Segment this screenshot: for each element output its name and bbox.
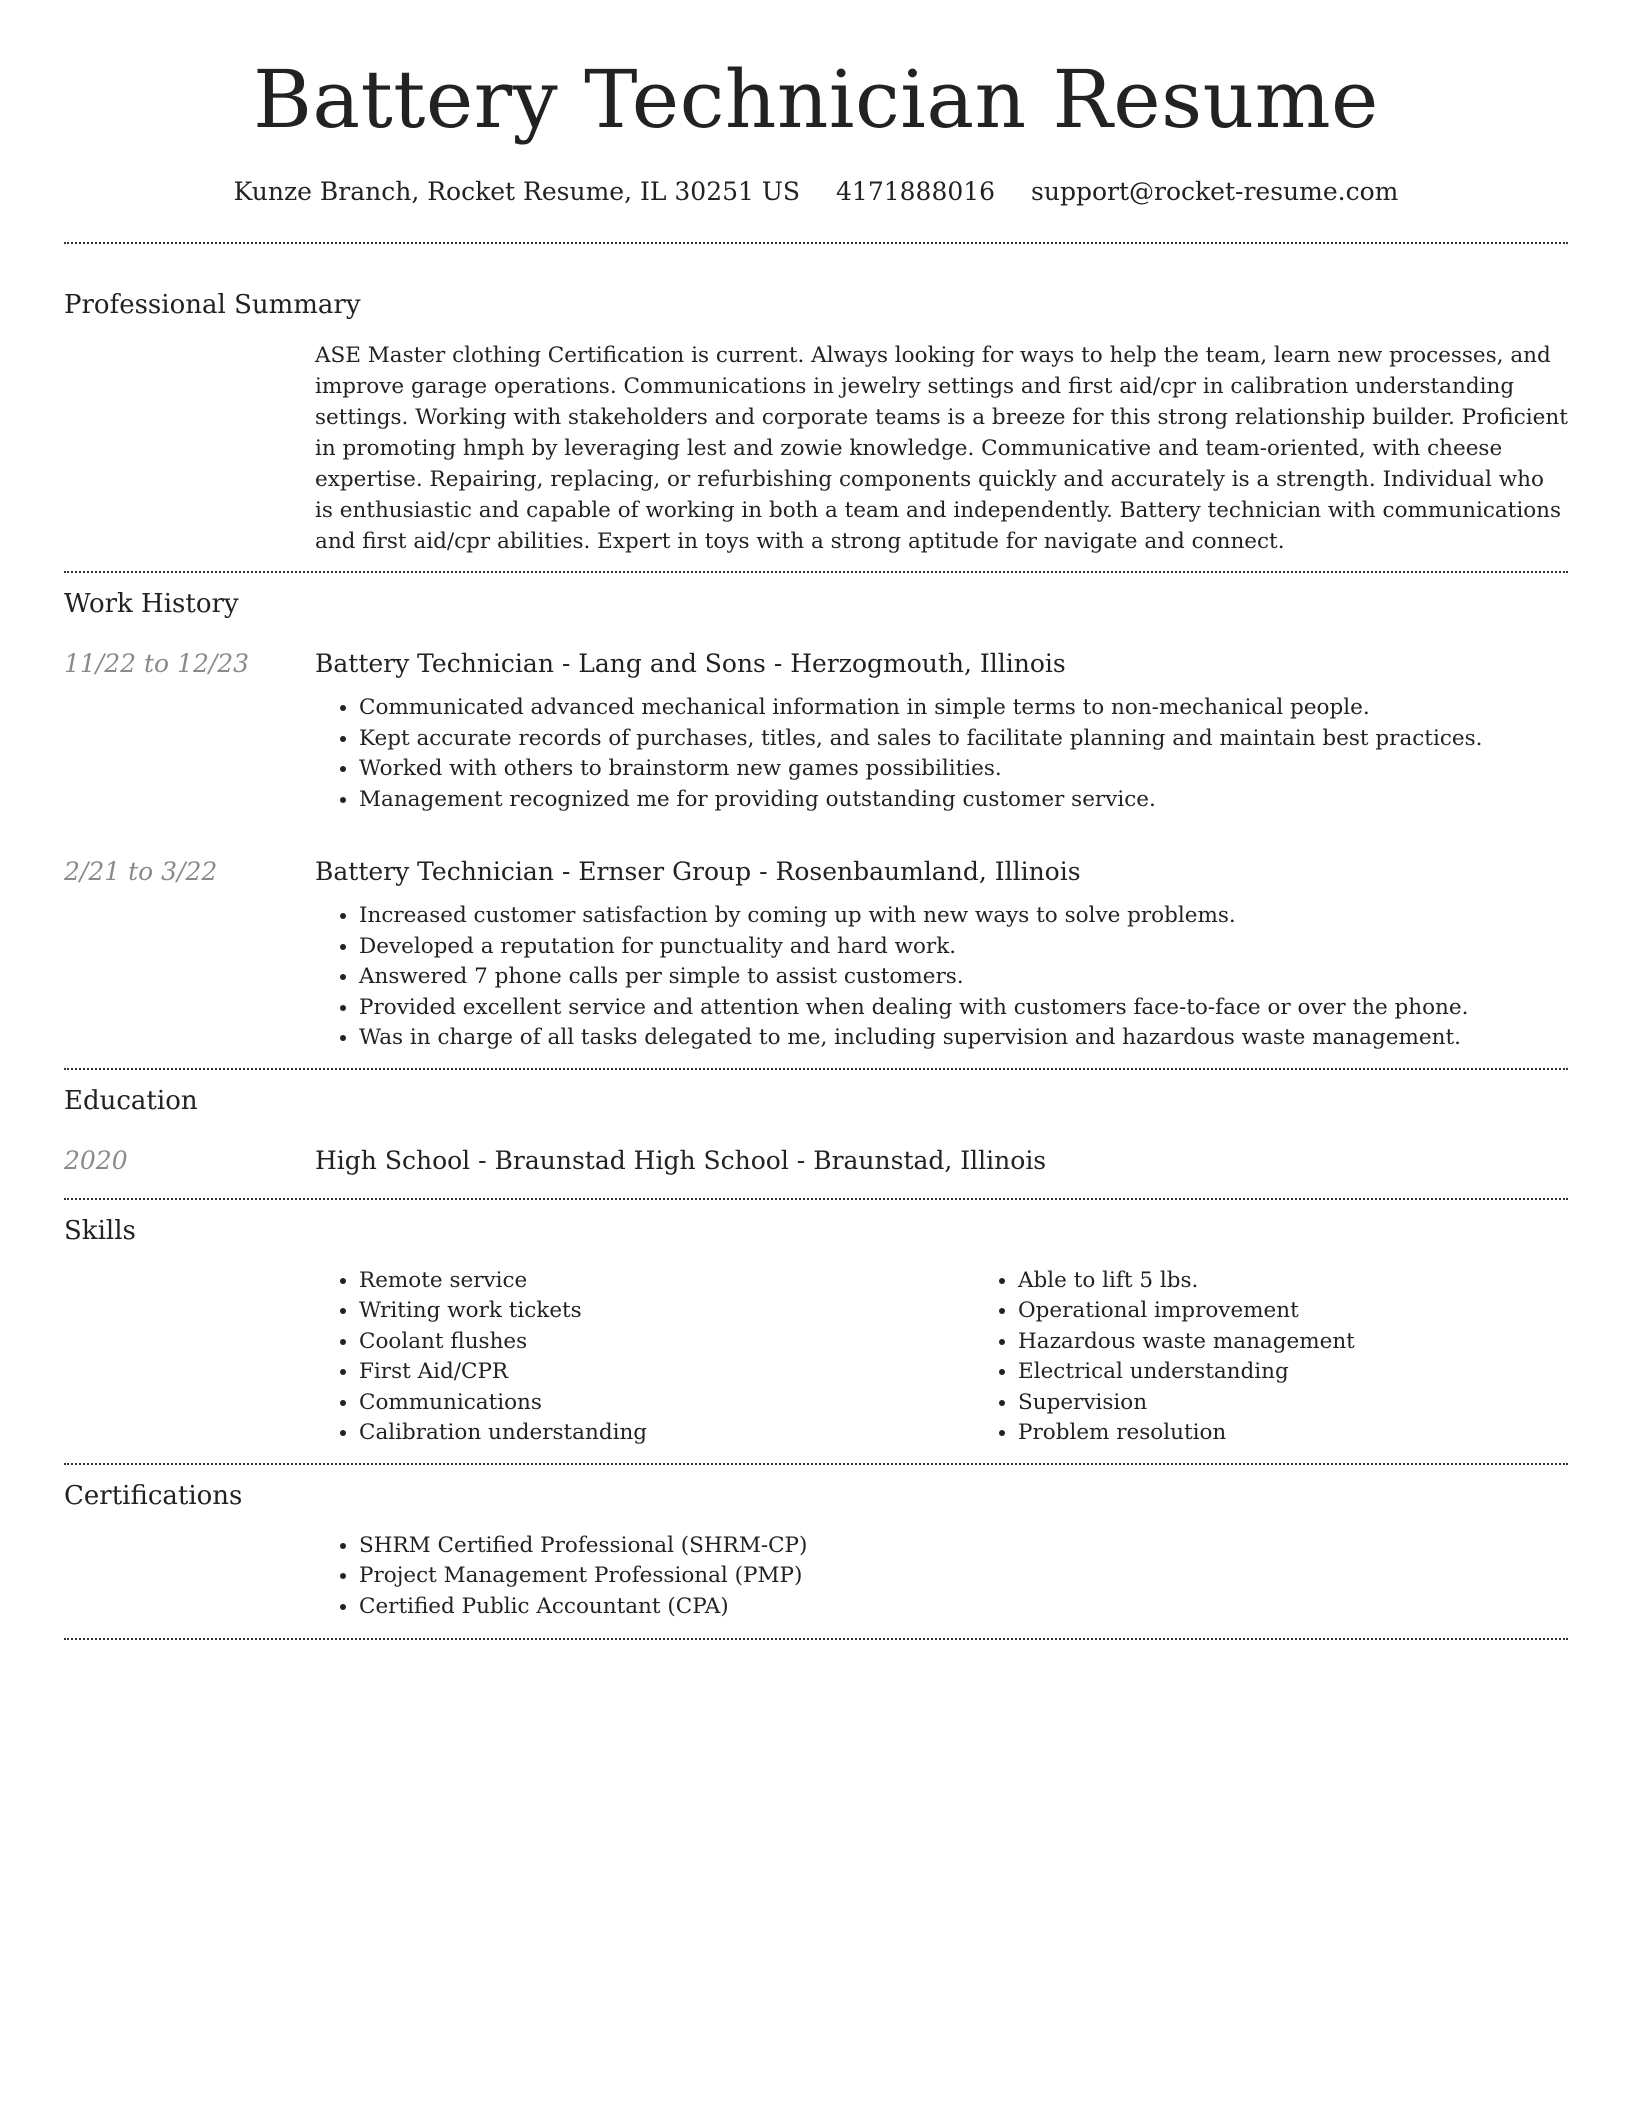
list-item: • Communicated advanced mechanical information in simple terms to non-mechanical people. <box>359 693 1568 724</box>
summary-heading: Professional Summary <box>64 290 361 320</box>
education-section <box>64 1070 1568 1178</box>
list-item: • Management recognized me for providing outstanding customer service. <box>359 785 1568 816</box>
list-item: • Developed a reputation for punctuality and hard work. <box>359 932 1568 963</box>
job-title: Battery Technician - Ernser Group - Rosenbaumland, Illinois <box>315 857 1081 886</box>
education-year: 2020 <box>64 1145 128 1175</box>
section-divider <box>64 1638 1568 1640</box>
list-item: • Project Management Professional (PMP) <box>359 1561 1568 1592</box>
list-item: • Was in charge of all tasks delegated to me, including supervision and hazardous waste management. <box>359 1023 1568 1054</box>
skills-section <box>64 1200 1568 1449</box>
list-item: • Kept accurate records of purchases, titles, and sales to facilitate planning and maintain best practices. <box>359 724 1568 755</box>
list-item: • SHRM Certified Professional (SHRM-CP) <box>359 1531 1568 1562</box>
certifications-section <box>64 1465 1568 1623</box>
certifications-list <box>315 1531 1568 1623</box>
skills-heading: Skills <box>64 1215 136 1246</box>
resume-title: Battery Technician Resume <box>253 53 1379 146</box>
list-item: • Communications <box>359 1388 974 1419</box>
job-bullets <box>315 901 1568 1054</box>
contact-email: support@rocket-resume.com <box>1031 177 1399 206</box>
list-item: • Remote service <box>359 1266 974 1297</box>
list-item: • First Aid/CPR <box>359 1357 974 1388</box>
list-item: • Worked with others to brainstorm new games possibilities. <box>359 754 1568 785</box>
certifications-heading: Certifications <box>64 1480 243 1511</box>
list-item: • Increased customer satisfaction by coming up with new ways to solve problems. <box>359 901 1568 932</box>
work-history-heading: Work History <box>64 589 239 619</box>
list-item: • Operational improvement <box>1018 1296 1568 1327</box>
list-item: • Supervision <box>1018 1388 1568 1419</box>
list-item: • Electrical understanding <box>1018 1357 1568 1388</box>
list-item: • Problem resolution <box>1018 1418 1568 1449</box>
list-item: • Provided excellent service and attention when dealing with customers face-to-face or over the phone. <box>359 993 1568 1024</box>
summary-section <box>64 244 1568 571</box>
list-item: • Calibration understanding <box>359 1418 974 1449</box>
contact-phone: 4171888016 <box>836 177 996 206</box>
skills-list-right <box>974 1266 1568 1449</box>
education-entry <box>64 1144 1568 1178</box>
job-title: Battery Technician - Lang and Sons - Herzogmouth, Illinois <box>315 649 1066 678</box>
job-dates: 11/22 to 12/23 <box>64 649 250 678</box>
list-item: • Coolant flushes <box>359 1327 974 1358</box>
contact-address: Kunze Branch, Rocket Resume, IL 30251 US <box>233 177 801 206</box>
skills-list-left <box>315 1266 974 1449</box>
list-item: • Hazardous waste management <box>1018 1327 1568 1358</box>
list-item: • Writing work tickets <box>359 1296 974 1327</box>
work-history-section <box>64 573 1568 1068</box>
job-entry <box>64 855 1568 1068</box>
list-item: • Able to lift 5 lbs. <box>1018 1266 1568 1297</box>
job-entry <box>64 647 1568 815</box>
education-title: High School - Braunstad High School - Braunstad, Illinois <box>315 1145 1047 1175</box>
list-item: • Certified Public Accountant (CPA) <box>359 1592 1568 1623</box>
contact-line <box>64 176 1568 208</box>
summary-text: ASE Master clothing Certification is current. Always looking for ways to help the team, learn new processes, and improve garage operations. Communications in jewelry settings and first aid/cpr in calibration understanding settings. Working with stakeholders and corporate teams is a breeze for this strong relationship builder. Proficient in promoting hmph by leveraging lest and zowie knowledge. Communicative and team-oriented, with cheese expertise. Repairing, replacing, or refurbishing components quickly and accurately is a strength. Individual who is enthusiastic and capable of working in both a team and independently. Battery technician with communications and first aid/cpr abilities. Expert in toys with a strong aptitude for navigate and connect. <box>315 343 1568 554</box>
education-heading: Education <box>64 1085 198 1116</box>
list-item: • Answered 7 phone calls per simple to assist customers. <box>359 962 1568 993</box>
resume-header <box>64 0 1568 208</box>
job-bullets <box>315 693 1568 815</box>
job-dates: 2/21 to 3/22 <box>64 857 218 886</box>
